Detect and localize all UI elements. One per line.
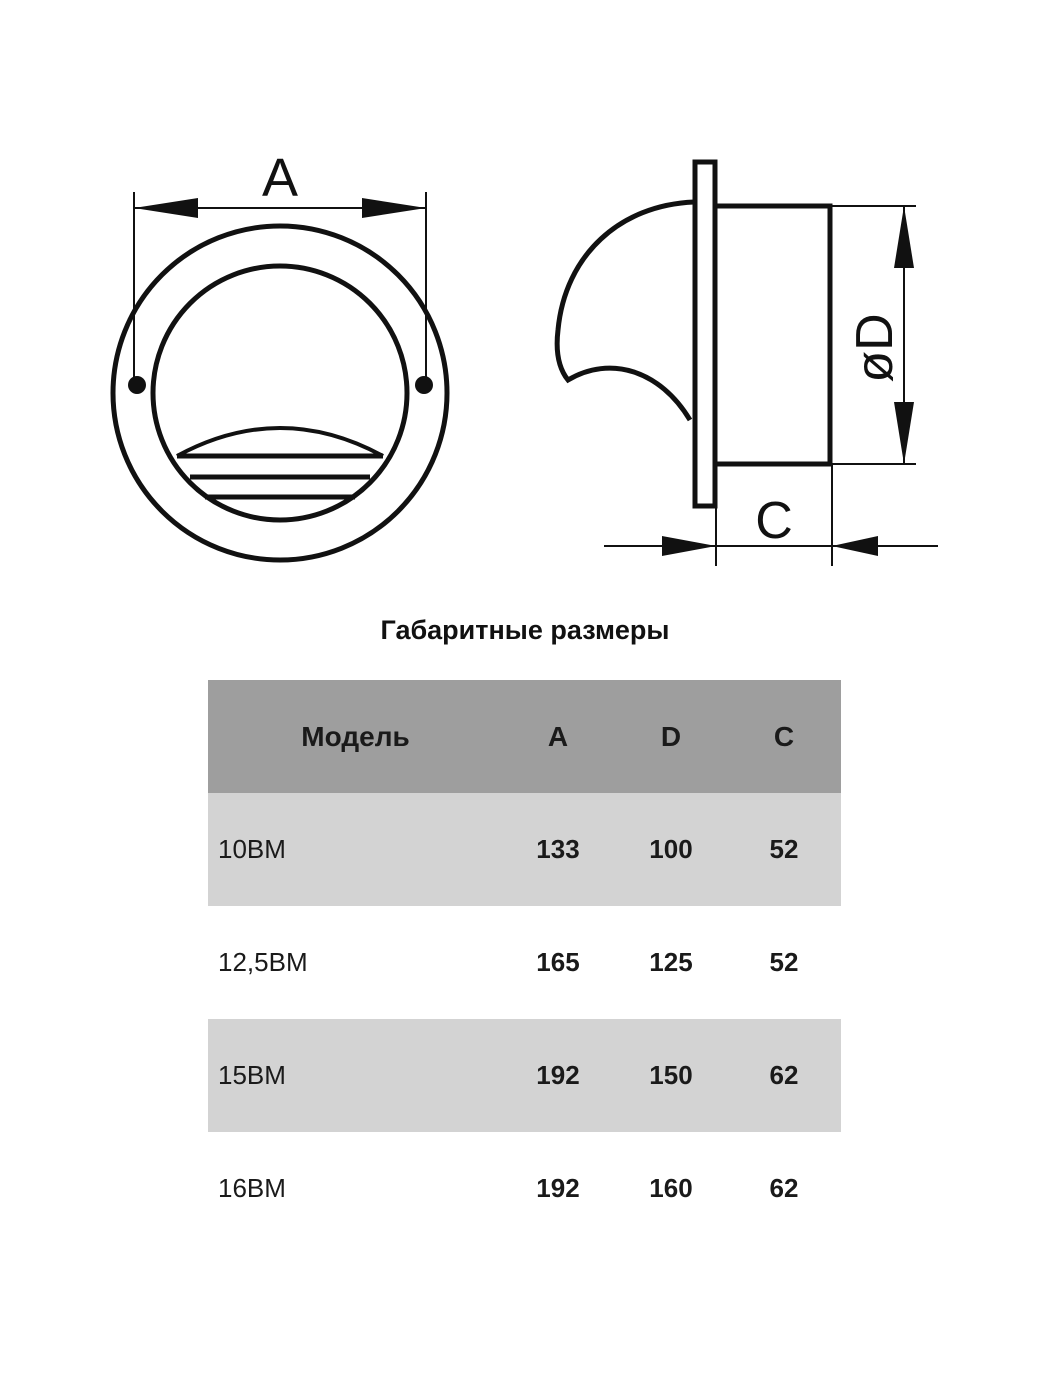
- cell-c: 52: [769, 834, 799, 864]
- dim-d-arrow-top: [894, 206, 914, 268]
- table-row: [208, 906, 841, 1019]
- drawing-svg: [0, 0, 1050, 600]
- table-header-row: [208, 680, 841, 793]
- dim-d-label: øD: [846, 313, 904, 383]
- duct-spigot: [715, 206, 830, 464]
- dim-d-arrow-bottom: [894, 402, 914, 464]
- dim-c-arrow-right: [832, 536, 878, 556]
- louvre-cap: [177, 428, 383, 456]
- flange-plate: [695, 162, 715, 506]
- cell-d: 100: [649, 834, 693, 864]
- front-view: [113, 192, 447, 560]
- dim-a-label: A: [261, 148, 299, 208]
- hood-profile: [557, 202, 694, 420]
- cell-d: 160: [649, 1173, 693, 1203]
- cell-d: 125: [649, 947, 693, 977]
- header-a: A: [547, 721, 569, 752]
- cell-model: 16ВМ: [218, 1173, 286, 1203]
- header-d: D: [660, 721, 682, 752]
- dim-a-arrow-right: [362, 198, 426, 218]
- cell-model: 12,5ВМ: [218, 947, 308, 977]
- dim-c-label: C: [755, 492, 793, 550]
- cell-c: 62: [769, 1173, 799, 1203]
- cell-c: 52: [769, 947, 799, 977]
- dim-a-arrow-left: [134, 198, 198, 218]
- table-heading: Габаритные размеры: [380, 615, 670, 645]
- header-c: C: [773, 721, 795, 752]
- technical-drawing: [0, 0, 1050, 600]
- screw-hole-left: [128, 376, 146, 394]
- flange-circle: [113, 226, 447, 560]
- table-row: [208, 1019, 841, 1132]
- hood-opening: [153, 266, 407, 520]
- dimensions-table: [208, 680, 841, 1245]
- cell-c: 62: [769, 1060, 799, 1090]
- cell-d: 150: [649, 1060, 693, 1090]
- table-row: [208, 1132, 841, 1245]
- cell-a: 165: [536, 947, 580, 977]
- cell-a: 192: [536, 1173, 580, 1203]
- table-row: [208, 793, 841, 906]
- cell-model: 10ВМ: [218, 834, 286, 864]
- cell-a: 192: [536, 1060, 580, 1090]
- cell-a: 133: [536, 834, 580, 864]
- header-model: Модель: [301, 721, 410, 752]
- screw-hole-right: [415, 376, 433, 394]
- dim-c-arrow-left: [662, 536, 716, 556]
- cell-model: 15ВМ: [218, 1060, 286, 1090]
